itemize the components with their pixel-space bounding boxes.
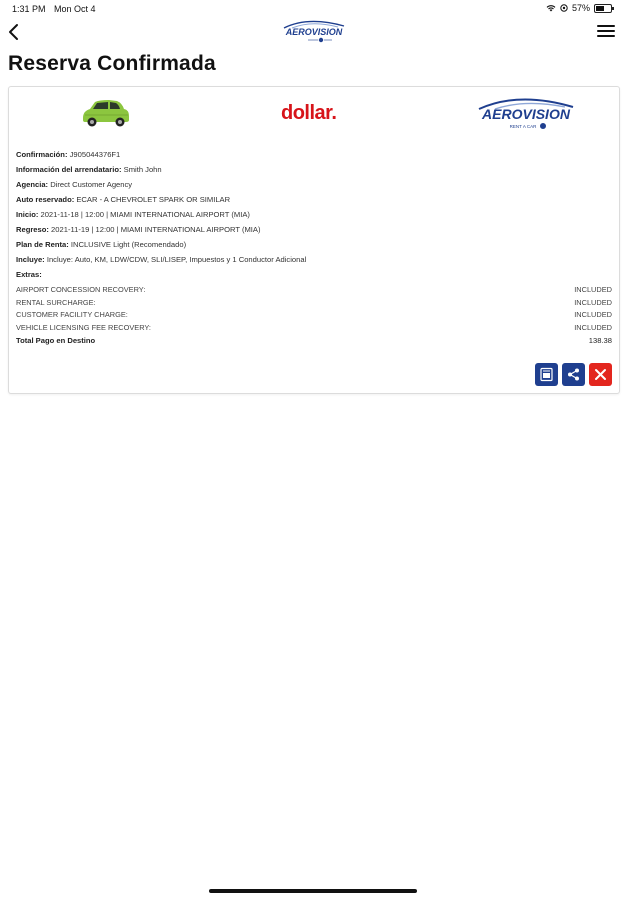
detail-row-plan: Plan de Renta: INCLUSIVE Light (Recomendado) — [16, 240, 187, 249]
charge-amount: INCLUDED — [574, 285, 612, 294]
detail-row-return: Regreso: 2021-11-19 | 12:00 | MIAMI INTERNATIONAL AIRPORT (MIA) — [16, 225, 261, 234]
charge-name: RENTAL SURCHARGE: — [16, 297, 96, 307]
dollar-logo: dollar. — [281, 102, 337, 124]
close-icon — [594, 368, 607, 381]
back-button[interactable] — [6, 20, 26, 44]
menu-button[interactable] — [596, 23, 616, 39]
aerovision-logo-text: AEROVISION — [482, 106, 570, 122]
cancel-button[interactable] — [589, 363, 612, 386]
aerovision-logo — [473, 95, 579, 131]
detail-row-car: Auto reservado: ECAR - A CHEVROLET SPARK OR SIMILAR — [16, 195, 231, 204]
detail-row-agency: Agencia: Direct Customer Agency — [16, 180, 133, 189]
page-title: Reserva Confirmada — [8, 52, 216, 75]
reservation-details — [16, 147, 612, 282]
battery-percent: 57% — [571, 3, 590, 13]
chevron-left-icon — [6, 20, 26, 44]
charge-row — [16, 309, 612, 322]
car-image — [79, 98, 131, 128]
charge-row — [16, 322, 612, 335]
detail-row-renter: Información del arrendatario: Smith John — [16, 165, 162, 174]
home-indicator[interactable] — [209, 889, 417, 893]
card-actions — [535, 363, 612, 386]
charge-amount: INCLUDED — [574, 322, 612, 332]
total-amount: 138.38 — [588, 336, 612, 345]
status-date: Mon Oct 4 — [54, 4, 96, 14]
detail-row-includes: Incluye: Incluye: Auto, KM, LDW/CDW, SLI/LISEP, Impuestos y 1 Conductor Adicional — [16, 255, 307, 264]
battery-level-fill — [596, 6, 604, 11]
nav-bar — [0, 18, 626, 46]
charge-row — [16, 297, 612, 310]
charge-name: VEHICLE LICENSING FEE RECOVERY: — [16, 322, 151, 332]
charge-amount: INCLUDED — [574, 297, 612, 307]
reservation-card — [8, 86, 620, 394]
battery-icon — [594, 4, 612, 13]
charge-name: CUSTOMER FACILITY CHARGE: — [16, 310, 128, 319]
pdf-button[interactable] — [535, 363, 558, 386]
detail-row-extras: Extras: — [16, 270, 42, 279]
wifi-icon — [546, 4, 556, 12]
location-icon — [560, 4, 568, 12]
header-logo-text: AEROVISION — [285, 27, 343, 37]
status-bar — [0, 0, 626, 18]
detail-row-confirmation: Confirmación: J905044376F1 — [16, 150, 121, 159]
aerovision-logo-subtext: RENT A CAR — [509, 124, 537, 129]
charge-amount: INCLUDED — [574, 310, 612, 319]
total-row — [16, 336, 612, 345]
total-label: Total Pago en Destino — [16, 336, 96, 345]
header-aerovision-logo — [278, 18, 350, 44]
share-button[interactable] — [562, 363, 585, 386]
share-icon — [566, 367, 581, 382]
charge-name: AIRPORT CONCESSION RECOVERY: — [16, 285, 146, 294]
status-icons — [546, 3, 612, 13]
charge-row — [16, 284, 612, 297]
pdf-icon — [539, 367, 554, 382]
charges-list — [16, 284, 612, 334]
detail-row-pickup: Inicio: 2021-11-18 | 12:00 | MIAMI INTERNATIONAL AIRPORT (MIA) — [16, 210, 250, 219]
hamburger-menu-icon — [596, 23, 616, 39]
status-time: 1:31 PM — [12, 4, 46, 14]
